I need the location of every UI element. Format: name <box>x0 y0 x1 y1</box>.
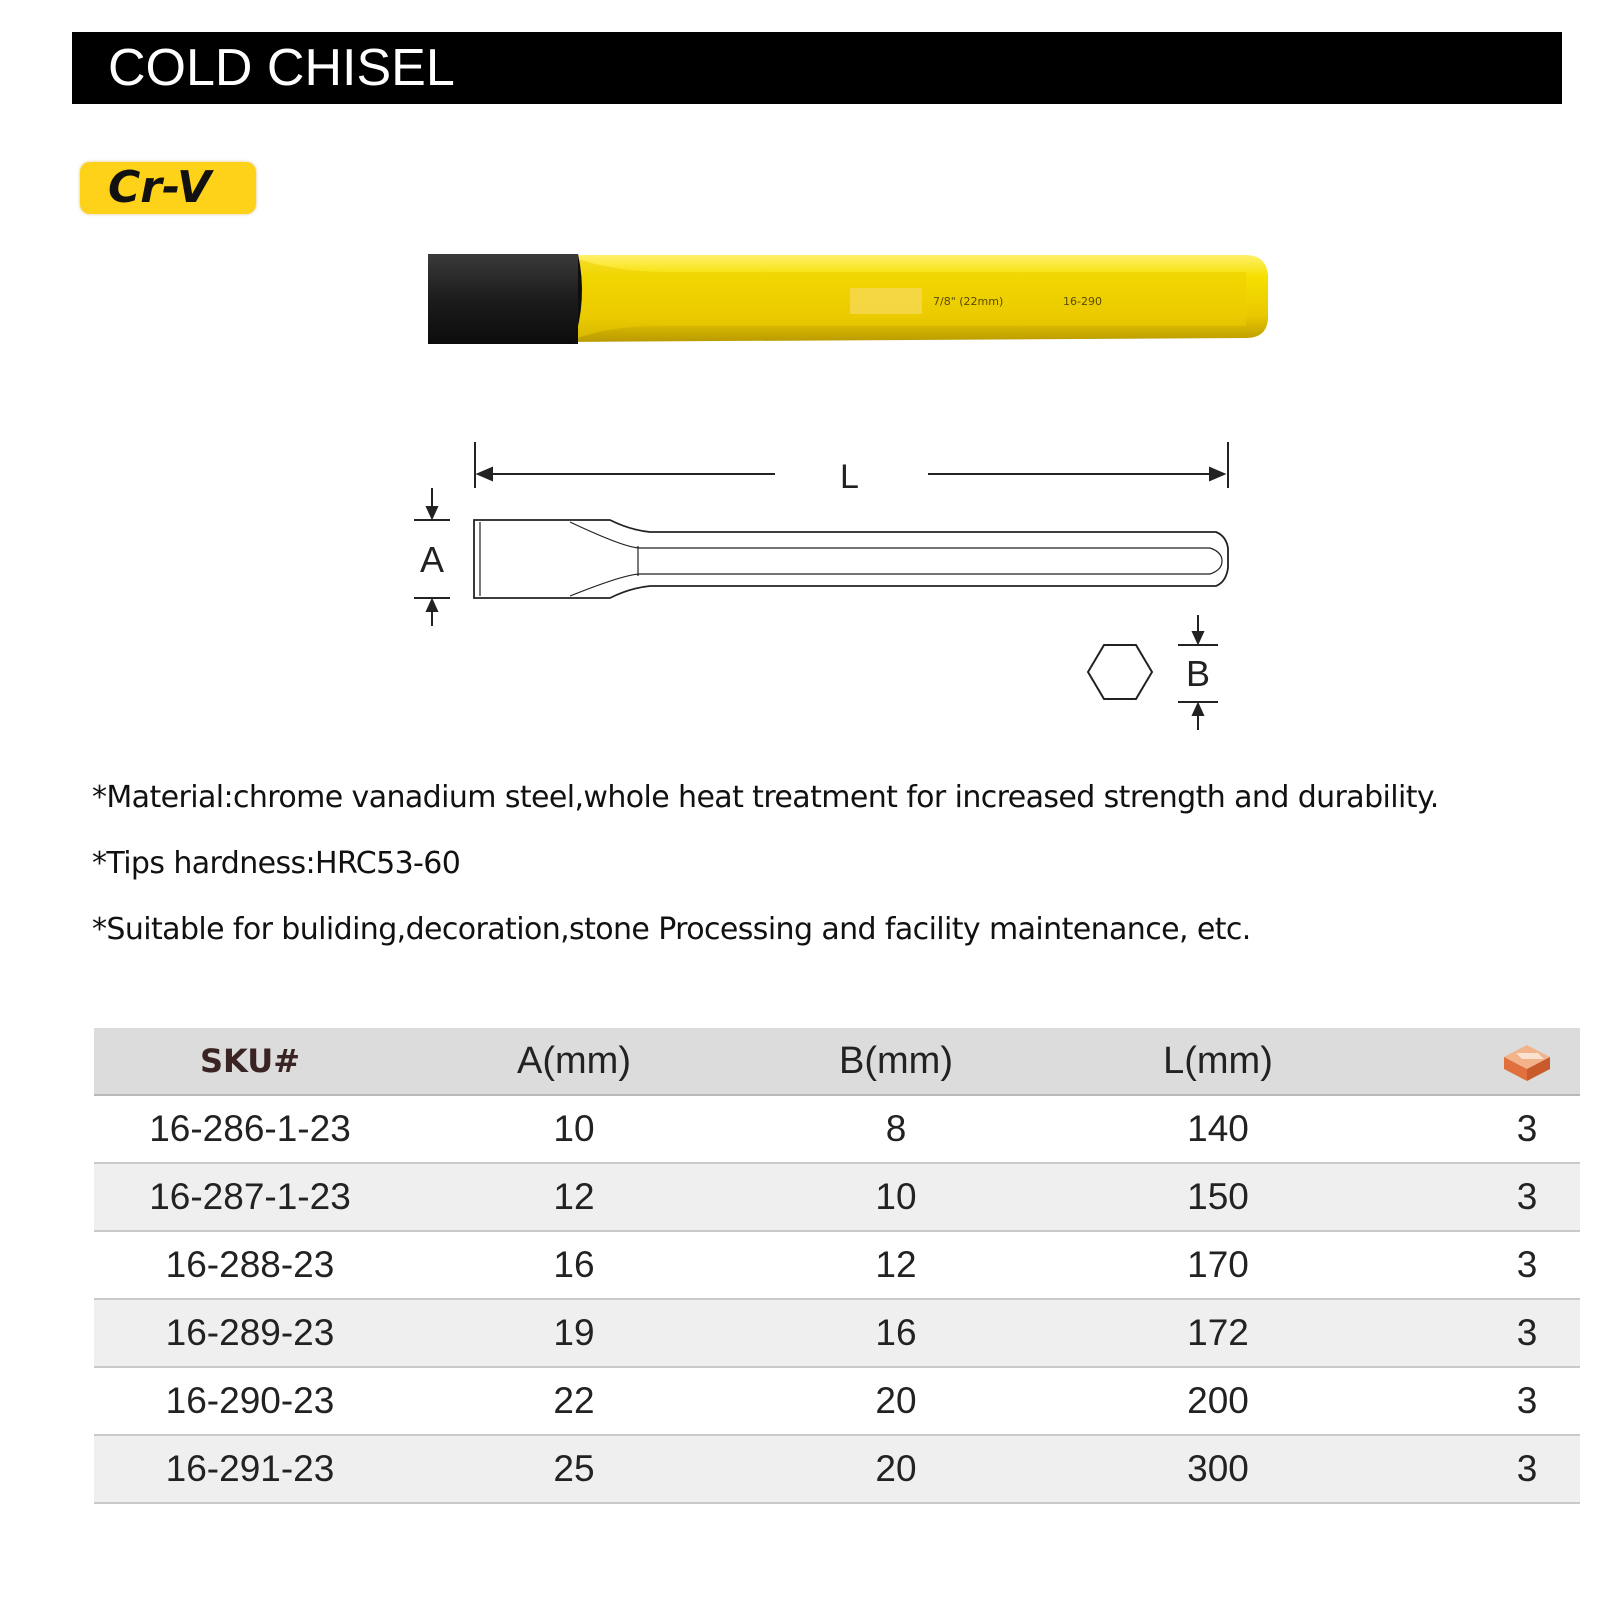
cell-l: 150 <box>1187 1176 1249 1217</box>
cell-a: 16 <box>553 1244 595 1285</box>
table-row <box>94 1164 1580 1232</box>
cell-l: 172 <box>1187 1312 1249 1353</box>
feature-material: *Material:chrome vanadium steel,whole heat treatment for increased strength and durability. <box>92 780 1439 815</box>
cell-b: 8 <box>885 1108 907 1149</box>
cell-l: 140 <box>1187 1108 1249 1149</box>
cell-sku: 16-288-23 <box>165 1244 335 1285</box>
cell-b: 12 <box>875 1244 917 1285</box>
cell-qty: 3 <box>1516 1108 1538 1149</box>
cell-qty: 3 <box>1516 1380 1538 1421</box>
cell-sku: 16-289-23 <box>165 1312 335 1353</box>
cell-a: 25 <box>553 1448 595 1489</box>
table-header <box>94 1028 1580 1096</box>
cell-l: 300 <box>1187 1448 1249 1489</box>
header-qty <box>1462 1028 1592 1094</box>
chisel-outline <box>474 520 1228 598</box>
cell-sku: 16-290-23 <box>165 1380 335 1421</box>
table-row <box>94 1096 1580 1164</box>
header-a: A(mm) <box>517 1040 631 1082</box>
table-row <box>94 1368 1580 1436</box>
feature-hardness: *Tips hardness:HRC53-60 <box>92 846 461 881</box>
engraving-code: 16-290 <box>1063 295 1102 308</box>
cell-a: 12 <box>553 1176 595 1217</box>
header-b: B(mm) <box>839 1040 953 1082</box>
table-row <box>94 1436 1580 1504</box>
spec-table <box>94 1028 1580 1504</box>
cell-sku: 16-286-1-23 <box>149 1108 351 1149</box>
cell-b: 20 <box>875 1380 917 1421</box>
cell-l: 170 <box>1187 1244 1249 1285</box>
width-label: A <box>420 539 445 580</box>
cell-a: 19 <box>553 1312 595 1353</box>
hex-label: B <box>1186 653 1211 694</box>
box-icon <box>1500 1041 1554 1085</box>
cell-l: 200 <box>1187 1380 1249 1421</box>
cell-qty: 3 <box>1516 1176 1538 1217</box>
cell-sku: 16-291-23 <box>165 1448 335 1489</box>
chisel-tip <box>428 254 578 344</box>
hex-section <box>1088 645 1152 699</box>
cell-b: 16 <box>875 1312 917 1353</box>
feature-usage: *Suitable for buliding,decoration,stone Processing and facility maintenance, etc. <box>92 912 1251 947</box>
page-title: COLD CHISEL <box>108 39 455 97</box>
cell-sku: 16-287-1-23 <box>149 1176 351 1217</box>
chisel-product-image <box>428 250 1268 350</box>
cell-b: 20 <box>875 1448 917 1489</box>
feature-list <box>92 780 1572 978</box>
engraving-size: 7/8" (22mm) <box>933 295 1004 308</box>
cell-qty: 3 <box>1516 1244 1538 1285</box>
header-sku: SKU# <box>199 1042 301 1080</box>
title-bar <box>72 32 1562 104</box>
material-badge-label: Cr-V <box>108 162 212 213</box>
cell-a: 22 <box>553 1380 595 1421</box>
dimension-diagram <box>400 440 1260 740</box>
cell-qty: 3 <box>1516 1448 1538 1489</box>
cell-b: 10 <box>875 1176 917 1217</box>
table-row <box>94 1232 1580 1300</box>
material-badge <box>80 162 256 214</box>
cell-a: 10 <box>553 1108 595 1149</box>
length-label: L <box>840 458 859 496</box>
cell-qty: 3 <box>1516 1312 1538 1353</box>
header-l: L(mm) <box>1163 1040 1273 1082</box>
table-row <box>94 1300 1580 1368</box>
